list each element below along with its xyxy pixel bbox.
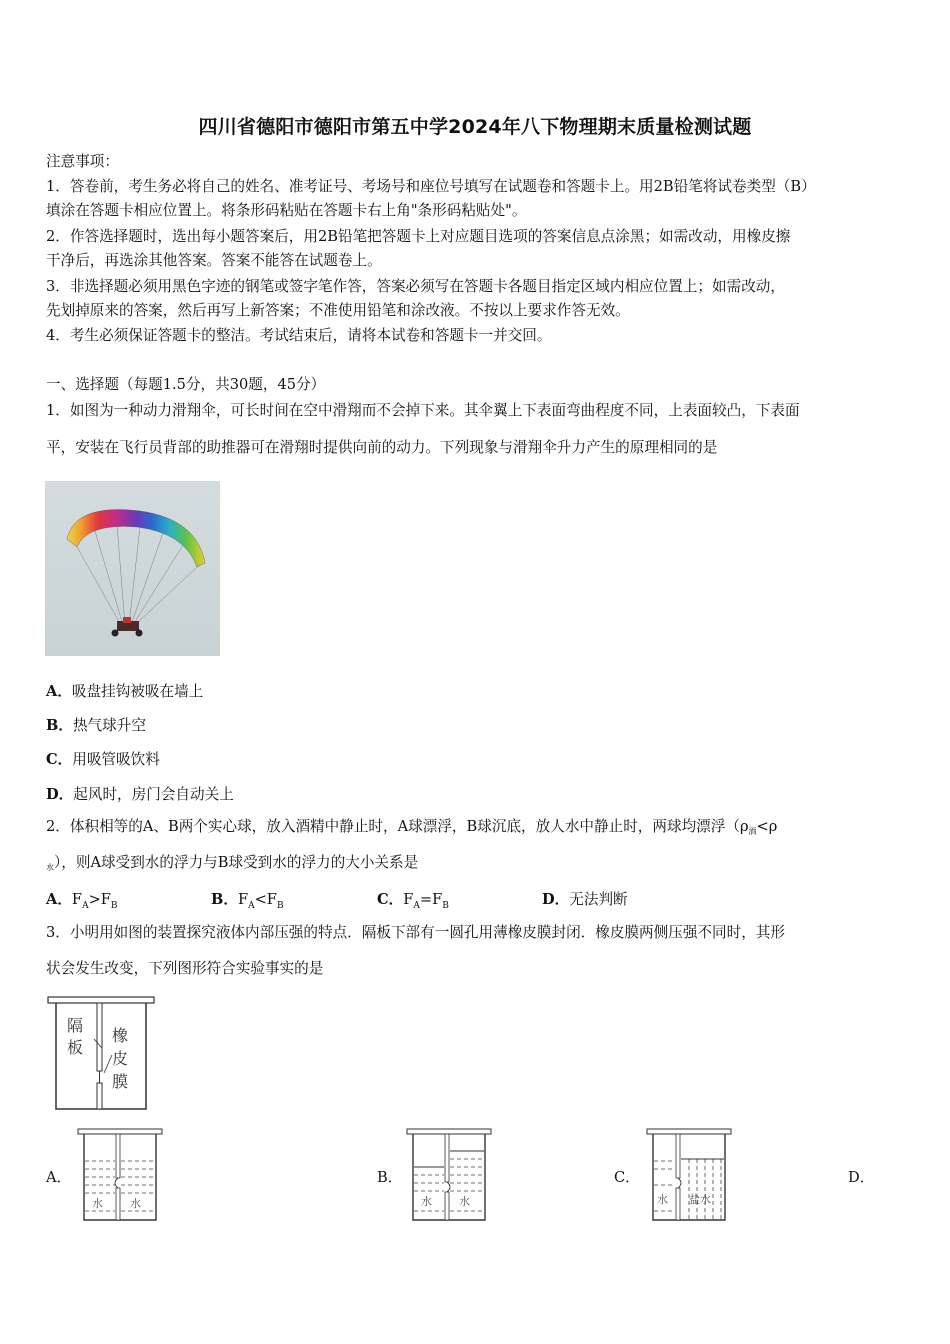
option-text: F [403,891,414,908]
section-heading: 一、选择题（每题1.5分，共30题，45分） [46,376,326,393]
option-c[interactable] [46,748,160,769]
option-label: D． [542,891,570,908]
option-text: <F [254,891,277,908]
liquid-label: 水 [92,1197,103,1210]
q2-option-b[interactable] [211,888,284,911]
diagram-label: 橡 [112,1026,129,1045]
option-text: 热气球升空 [72,717,146,734]
option-label: B． [211,891,238,908]
diagram-label: 板 [67,1038,84,1057]
question-2-line-1 [46,816,908,843]
notice-line: 2．作答选择题时，选出每小题答案后，用2B铅笔把答题卡上对应题目选项的答案信息点涂黑；如需改动，用橡皮擦 [46,228,791,245]
notice-line: 4．考生必须保证答题卡的整洁。考试结束后，请将本试卷和答题卡一并交回。 [46,327,552,344]
q3-option-a-label[interactable]: A． [46,1169,72,1186]
q3-option-d-label[interactable]: D． [848,1169,875,1186]
question-3-line-1: 3．小明用如图的装置探究液体内部压强的特点．隔板下部有一圆孔用薄橡皮膜封闭．橡皮膜两侧压强不同时，其形 [46,924,785,941]
option-b[interactable] [46,714,146,735]
option-label: C． [377,891,404,908]
option-sub: A [413,900,420,911]
option-text: 起风时，房门会自动关上 [73,786,234,803]
q3-option-a-diagram[interactable] [76,1127,166,1223]
q3-option-b-diagram[interactable] [405,1127,495,1223]
question-2-line-2 [46,852,908,879]
diagram-label: 膜 [112,1072,129,1091]
question-1-line-1: 1．如图为一种动力滑翔伞，可长时间在空中滑翔而不会掉下来。其伞翼上下表面弯曲程度不同，上表面较凸，下表面 [46,402,800,419]
option-text: F [237,891,249,908]
option-text: 吸盘挂钩被吸在墙上 [71,683,204,700]
q2-text: <ρ [756,818,778,835]
option-label: B． [46,717,73,734]
liquid-label: 水 [130,1197,141,1210]
notice-line: 1．答卷前，考生务必将自己的姓名、准考证号、考场号和座位号填写在试题卷和答题卡上。用2B铅笔将试卷类型（B） [46,178,816,195]
q3-option-b-label[interactable]: B． [377,1169,403,1186]
q2-text: 2．体积相等的A、B两个实心球，放入酒精中静止时，A球漂浮，B球沉底，放人水中静止时，两球均漂浮（ρ [46,818,749,835]
option-text: >F [88,891,111,908]
notice-heading: 注意事项： [46,153,119,170]
notice-line: 3．非选择题必须用黑色字迹的钢笔或签字笔作答，答案必须写在答题卡各题目指定区域内相应位置上；如需改动， [46,278,785,295]
option-sub: B [442,900,449,911]
apparatus-diagram [46,995,158,1113]
q2-sub: 酒 [748,827,757,836]
option-a[interactable] [46,680,203,701]
notice-line: 先划掉原来的答案，然后再写上新答案；不准使用铅笔和涂改液。不按以上要求作答无效。 [46,302,630,319]
liquid-label: 水 [459,1195,470,1208]
q2-sub: 水 [46,863,54,872]
option-text: F [71,891,83,908]
q2-option-c[interactable] [377,888,449,911]
liquid-label: 盐水 [689,1193,711,1206]
option-sub: A [248,900,255,911]
option-sub: B [110,900,118,911]
liquid-label: 水 [421,1195,432,1208]
question-3-line-2: 状会发生改变，下列图形符合实验事实的是 [46,960,324,977]
page-title: 四川省德阳市德阳市第五中学2024年八下物理期末质量检测试题 [198,116,752,138]
q3-option-c-label[interactable]: C． [614,1169,640,1186]
q2-option-d[interactable] [542,888,628,909]
option-label: A． [46,683,72,700]
notice-line: 填涂在答题卡相应位置上。将条形码粘贴在答题卡右上角"条形码粘贴处"。 [46,202,527,219]
option-label: A． [46,891,72,908]
option-label: D． [46,786,74,803]
option-sub: B [276,900,284,911]
option-text: 无法判断 [569,891,628,908]
option-text: 用吸管吸饮料 [72,751,160,768]
option-d[interactable] [46,783,234,804]
paraglider-photo [45,481,220,656]
diagram-label: 皮 [112,1049,129,1068]
notice-line: 干净后，再选涂其他答案。答案不能答在试题卷上。 [46,252,382,269]
option-sub: A [82,900,89,911]
question-1-line-2: 平，安装在飞行员背部的助推器可在滑翔时提供向前的动力。下列现象与滑翔伞升力产生的原理相同的是 [46,439,718,456]
diagram-label: 隔 [67,1016,84,1035]
option-label: C． [46,751,73,768]
q2-option-a[interactable] [46,888,118,911]
liquid-label: 水 [657,1193,668,1206]
q3-option-c-diagram[interactable] [645,1127,735,1223]
q2-text: ），则A球受到水的浮力与B球受到水的浮力的大小关系是 [54,854,419,871]
option-text: =F [419,891,443,908]
